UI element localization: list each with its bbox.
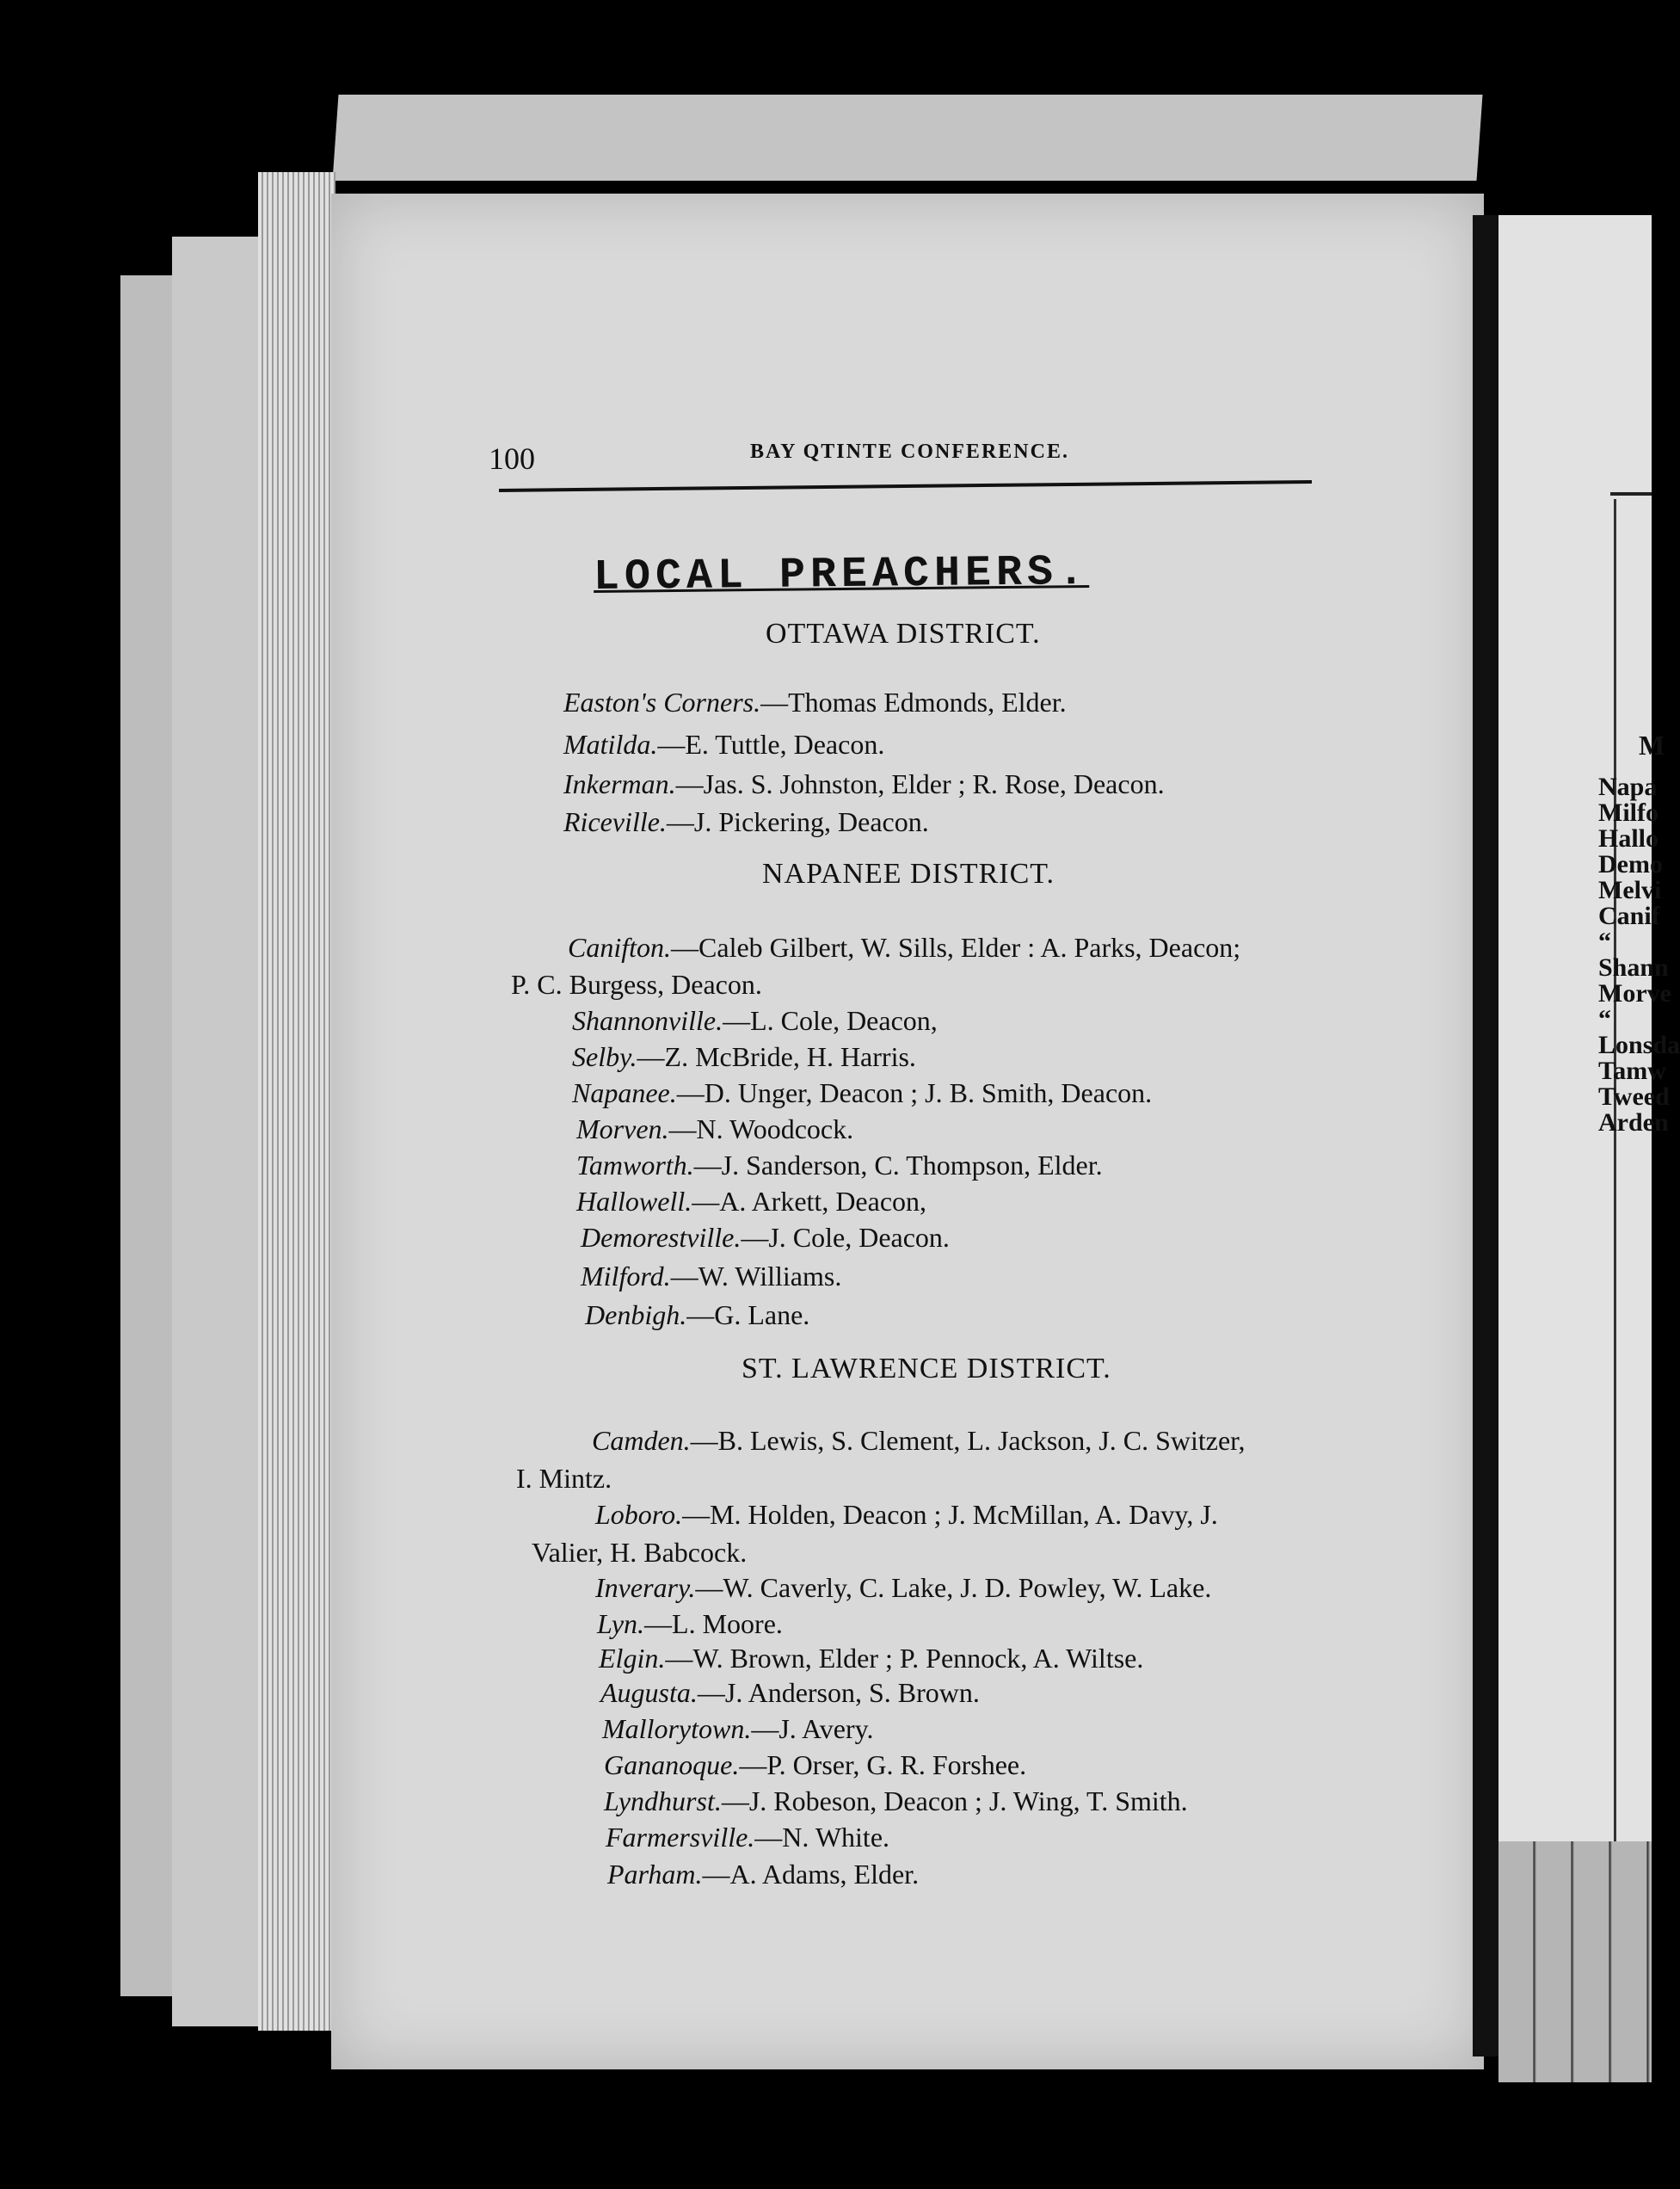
list-item: Inverary.—W. Caverly, C. Lake, J. D. Powley, W. Lake.: [595, 1572, 1212, 1603]
page-title: LOCAL PREACHERS.: [593, 547, 1090, 603]
list-item: Gananoque.—P. Orser, G. R. Forshee.: [604, 1749, 1027, 1780]
opposite-page-border: [1614, 499, 1616, 1841]
list-item: Easton's Corners.—Thomas Edmonds, Elder.: [563, 687, 1067, 718]
opposite-page-list: [1598, 773, 1680, 1137]
list-item: Lyndhurst.—J. Robeson, Deacon ; J. Wing, T. Smith.: [604, 1785, 1188, 1816]
list-item: Selby.—Z. McBride, H. Harris.: [572, 1041, 916, 1072]
list-item: Canifton.—Caleb Gilbert, W. Sills, Elder : A. Parks, Deacon;: [568, 932, 1241, 963]
list-item: Mallorytown.—J. Avery.: [602, 1713, 874, 1744]
district-heading: ST. LAWRENCE DISTRICT.: [742, 1353, 1111, 1384]
page-stack-edges: [258, 172, 335, 2031]
list-item: Augusta.—J. Anderson, S. Brown.: [600, 1677, 980, 1708]
list-item: Matilda.—E. Tuttle, Deacon.: [563, 729, 885, 760]
list-item: Elgin.—W. Brown, Elder ; P. Pennock, A. Wiltse.: [599, 1643, 1144, 1674]
page-edge-top: [333, 95, 1483, 181]
list-item: Demorestville.—J. Cole, Deacon.: [581, 1222, 950, 1253]
list-item: Denbigh.—G. Lane.: [585, 1299, 810, 1330]
list-item: Loboro.—M. Holden, Deacon ; J. McMillan, A. Davy, J.: [595, 1499, 1218, 1530]
list-item: Tamw: [1598, 1057, 1666, 1085]
list-item: Morve: [1598, 979, 1671, 1008]
list-item: I. Mintz.: [516, 1463, 612, 1494]
list-item: Shannonville.—L. Cole, Deacon,: [572, 1005, 938, 1036]
list-item: Hallo: [1598, 824, 1659, 853]
list-item: Parham.—A. Adams, Elder.: [607, 1859, 920, 1890]
opposite-page-heading: M: [1639, 730, 1665, 761]
list-item: Napa: [1598, 773, 1658, 801]
list-item: Farmersville.—N. White.: [606, 1822, 890, 1853]
list-item: Shann: [1598, 953, 1669, 982]
list-item: Demo: [1598, 850, 1663, 879]
list-item: Lonsda: [1598, 1031, 1680, 1059]
list-item: P. C. Burgess, Deacon.: [511, 969, 762, 1000]
opposite-page-rule: [1610, 492, 1652, 496]
list-item: Camden.—B. Lewis, S. Clement, L. Jackson, J. C. Switzer,: [592, 1425, 1246, 1456]
list-item: Tamworth.—J. Sanderson, C. Thompson, Elder.: [576, 1150, 1103, 1181]
district-heading: NAPANEE DISTRICT.: [762, 858, 1055, 890]
running-head: BAY QTINTE CONFERENCE.: [750, 441, 1069, 463]
book-gutter: [1473, 215, 1498, 2056]
list-item: Tweed: [1598, 1082, 1670, 1111]
list-item: “: [1598, 928, 1611, 956]
list-item: “: [1598, 1005, 1611, 1033]
list-item: Milfo: [1598, 799, 1658, 827]
list-item: Riceville.—J. Pickering, Deacon.: [563, 806, 929, 837]
opposite-page-edge: [1498, 1841, 1652, 2082]
page-edge: [172, 237, 258, 2026]
list-item: Milford.—W. Williams.: [581, 1261, 842, 1292]
list-item: Hallowell.—A. Arkett, Deacon,: [576, 1186, 927, 1217]
list-item: Melvi: [1598, 876, 1662, 904]
list-item: Valier, H. Babcock.: [532, 1537, 748, 1568]
page-edge: [120, 275, 172, 1996]
list-item: Canif: [1598, 902, 1660, 930]
list-item: Lyn.—L. Moore.: [597, 1608, 783, 1639]
page-number: 100: [489, 441, 535, 476]
list-item: Napanee.—D. Unger, Deacon ; J. B. Smith, Deacon.: [572, 1077, 1153, 1108]
list-item: Inkerman.—Jas. S. Johnston, Elder ; R. Rose, Deacon.: [563, 768, 1165, 799]
list-item: Morven.—N. Woodcock.: [576, 1113, 854, 1144]
district-heading: OTTAWA DISTRICT.: [766, 618, 1041, 650]
list-item: Arden: [1598, 1108, 1669, 1137]
